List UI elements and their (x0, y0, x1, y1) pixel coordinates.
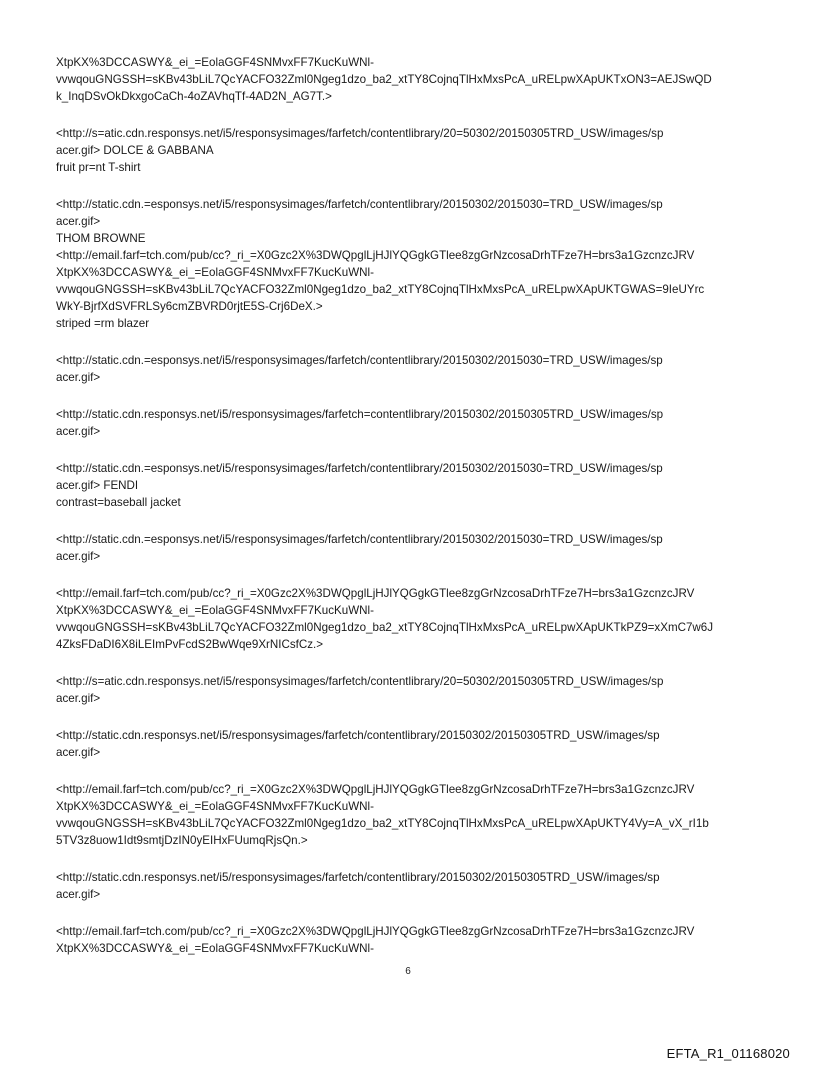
text-line: acer.gif> (56, 425, 101, 438)
text-line: <http://s=atic.cdn.responsys.net/i5/responsysimages/farfetch/contentlibrary/20=50302/20150305TRD_USW/images/sp (56, 127, 664, 140)
text-line: XtpKX%3DCCASWY&_ei_=EolaGGF4SNMvxFF7KucKuWNl- (56, 604, 374, 617)
text-line: acer.gif> (56, 692, 101, 705)
text-line: XtpKX%3DCCASWY&_ei_=EolaGGF4SNMvxFF7KucKuWNl- (56, 800, 374, 813)
text-paragraph (56, 727, 776, 761)
text-paragraph (56, 406, 776, 440)
text-line: <http://static.cdn.responsys.net/i5/responsysimages/farfetch/contentlibrary/20150302/20150305TRD_USW/images/sp (56, 729, 660, 742)
text-line: <http://email.farf=tch.com/pub/cc?_ri_=X0Gzc2X%3DWQpglLjHJlYQGgkGTlee8zgGrNzcosaDrhTFze7H=brs3a1GzcnzcJRV (56, 783, 695, 796)
text-line: <http://s=atic.cdn.responsys.net/i5/responsysimages/farfetch/contentlibrary/20=50302/20150305TRD_USW/images/sp (56, 675, 664, 688)
page-number: 6 (405, 966, 411, 977)
text-line: vvwqouGNGSSH=sKBv43bLiL7QcYACFO32Zml0Ngeg1dzo_ba2_xtTY8CojnqTlHxMxsPcA_uRELpwXApUKTY4Vy=A_vX_rI1b (56, 817, 709, 830)
text-line: <http://static.cdn.=esponsys.net/i5/responsysimages/farfetch/contentlibrary/20150302/2015030=TRD_USW/images/sp (56, 198, 663, 211)
text-line: vvwqouGNGSSH=sKBv43bLiL7QcYACFO32Zml0Ngeg1dzo_ba2_xtTY8CojnqTlHxMxsPcA_uRELpwXApUKTkPZ9=xXmC7w6J (56, 621, 714, 634)
text-line: 4ZksFDaDI6X8iLEImPvFcdS2BwWqe9XrNICsfCz.> (56, 638, 324, 651)
text-line: striped =rm blazer (56, 317, 150, 330)
text-line: vvwqouGNGSSH=sKBv43bLiL7QcYACFO32Zml0Ngeg1dzo_ba2_xtTY8CojnqTlHxMxsPcA_uRELpwXApUKTxON3=AEJSwQD (56, 73, 712, 86)
text-paragraph (56, 585, 776, 653)
text-line: <http://email.farf=tch.com/pub/cc?_ri_=X0Gzc2X%3DWQpglLjHJlYQGgkGTlee8zgGrNzcosaDrhTFze7H=brs3a1GzcnzcJRV (56, 249, 695, 262)
text-line: <http://email.farf=tch.com/pub/cc?_ri_=X0Gzc2X%3DWQpglLjHJlYQGgkGTlee8zgGrNzcosaDrhTFze7H=brs3a1GzcnzcJRV (56, 587, 695, 600)
text-paragraph (56, 196, 776, 332)
text-line: <http://email.farf=tch.com/pub/cc?_ri_=X0Gzc2X%3DWQpglLjHJlYQGgkGTlee8zgGrNzcosaDrhTFze7H=brs3a1GzcnzcJRV (56, 925, 695, 938)
text-line: vvwqouGNGSSH=sKBv43bLiL7QcYACFO32Zml0Ngeg1dzo_ba2_xtTY8CojnqTlHxMxsPcA_uRELpwXApUKTGWAS=9IeUYrc (56, 283, 705, 296)
text-paragraph (56, 54, 776, 105)
text-line: fruit pr=nt T-shirt (56, 161, 141, 174)
email-body-text (56, 54, 776, 977)
text-line: <http://static.cdn.=esponsys.net/i5/responsysimages/farfetch/contentlibrary/20150302/2015030=TRD_USW/images/sp (56, 462, 663, 475)
text-line: <http://static.cdn.=esponsys.net/i5/responsysimages/farfetch/contentlibrary/20150302/2015030=TRD_USW/images/sp (56, 354, 663, 367)
text-line: <http://static.cdn.responsys.net/i5/responsysimages/farfetch/contentlibrary/20150302/20150305TRD_USW/images/sp (56, 871, 660, 884)
text-line: XtpKX%3DCCASWY&_ei_=EolaGGF4SNMvxFF7KucKuWNl- (56, 56, 374, 69)
document-id: EFTA_R1_01168020 (666, 1046, 790, 1061)
text-line: acer.gif> (56, 215, 101, 228)
text-line: acer.gif> DOLCE & GABBANA (56, 144, 214, 157)
text-paragraph (56, 923, 776, 957)
text-line: XtpKX%3DCCASWY&_ei_=EolaGGF4SNMvxFF7KucKuWNl- (56, 266, 374, 279)
text-line: acer.gif> (56, 371, 101, 384)
text-paragraph (56, 673, 776, 707)
text-paragraph (56, 869, 776, 903)
text-paragraph (56, 531, 776, 565)
text-paragraph (56, 352, 776, 386)
text-line: k_InqDSvOkDkxgoCaCh-4oZAVhqTf-4AD2N_AG7T.> (56, 90, 332, 103)
text-line: 5TV3z8uow1Idt9smtjDzIN0yEIHxFUumqRjsQn.> (56, 834, 308, 847)
text-paragraph (56, 125, 776, 176)
text-line: THOM BROWNE (56, 232, 146, 245)
text-paragraph (56, 781, 776, 849)
text-line: acer.gif> (56, 746, 101, 759)
text-line: <http://static.cdn.responsys.net/i5/responsysimages/farfetch=contentlibrary/20150302/20150305TRD_USW/images/sp (56, 408, 664, 421)
text-line: XtpKX%3DCCASWY&_ei_=EolaGGF4SNMvxFF7KucKuWNl- (56, 942, 374, 955)
text-line: acer.gif> FENDI (56, 479, 139, 492)
text-line: acer.gif> (56, 888, 101, 901)
text-line: WkY-BjrfXdSVFRLSy6cmZBVRD0rjtE5S-Crj6DeX.> (56, 300, 323, 313)
text-line: <http://static.cdn.=esponsys.net/i5/responsysimages/farfetch/contentlibrary/20150302/2015030=TRD_USW/images/sp (56, 533, 663, 546)
text-paragraph (56, 460, 776, 511)
text-line: contrast=baseball jacket (56, 496, 181, 509)
text-line: acer.gif> (56, 550, 101, 563)
